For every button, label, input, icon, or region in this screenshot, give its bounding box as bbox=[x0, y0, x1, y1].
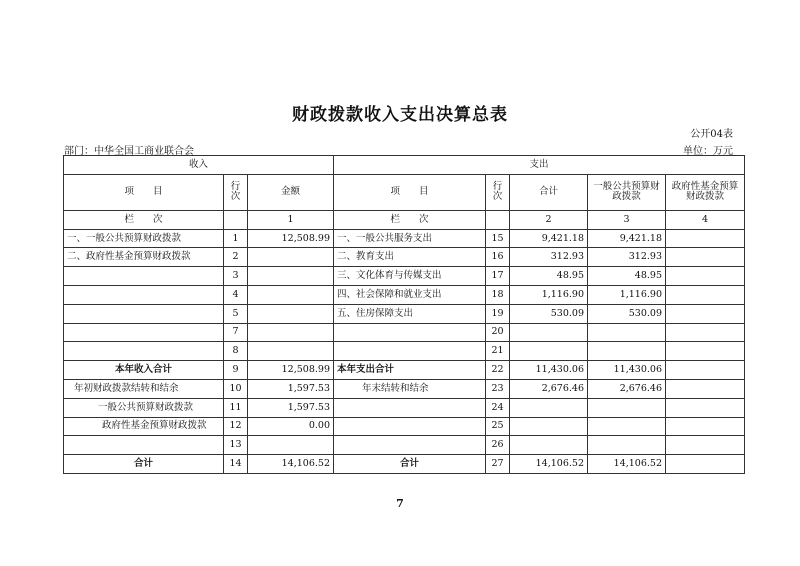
expense-item bbox=[334, 323, 486, 342]
budget-table bbox=[63, 155, 745, 474]
income-row-number: 13 bbox=[224, 436, 248, 455]
expense-row-number: 19 bbox=[486, 304, 510, 323]
expense-total: 1,116.90 bbox=[510, 285, 588, 304]
gov-fund-amount bbox=[666, 417, 745, 436]
col-number-1: 1 bbox=[248, 210, 334, 229]
expense-row-number: 22 bbox=[486, 361, 510, 380]
expense-total bbox=[510, 398, 588, 417]
expense-total bbox=[510, 436, 588, 455]
income-amount bbox=[248, 248, 334, 267]
gov-fund-amount bbox=[666, 361, 745, 380]
expense-item bbox=[334, 436, 486, 455]
general-budget-amount: 1,116.90 bbox=[588, 285, 666, 304]
table-row bbox=[64, 436, 745, 455]
income-amount bbox=[248, 436, 334, 455]
income-amount bbox=[248, 342, 334, 361]
column-number-row bbox=[64, 210, 745, 229]
expense-item: 五、住房保障支出 bbox=[334, 304, 486, 323]
income-amount: 1,597.53 bbox=[248, 379, 334, 398]
income-item: 合计 bbox=[64, 455, 224, 474]
gov-fund-amount bbox=[666, 379, 745, 398]
income-item: 一、一般公共预算财政拨款 bbox=[64, 229, 224, 248]
expense-item: 三、文化体育与传媒支出 bbox=[334, 267, 486, 286]
general-budget-amount: 11,430.06 bbox=[588, 361, 666, 380]
expense-item bbox=[334, 398, 486, 417]
income-item bbox=[64, 267, 224, 286]
income-row-number: 7 bbox=[224, 323, 248, 342]
table-row bbox=[64, 398, 745, 417]
income-row-number: 10 bbox=[224, 379, 248, 398]
section-header-row bbox=[64, 156, 745, 175]
expense-row-number: 18 bbox=[486, 285, 510, 304]
general-budget-header: 一般公共预算财政拨款 bbox=[588, 174, 666, 210]
income-item bbox=[64, 304, 224, 323]
expense-item: 二、教育支出 bbox=[334, 248, 486, 267]
blank-cell bbox=[486, 210, 510, 229]
income-item: 政府性基金预算财政拨款 bbox=[64, 417, 224, 436]
gov-fund-amount bbox=[666, 248, 745, 267]
expense-row-number: 20 bbox=[486, 323, 510, 342]
expense-total: 530.09 bbox=[510, 304, 588, 323]
unit-label: 单位：万元 bbox=[683, 146, 733, 157]
gov-fund-amount bbox=[666, 398, 745, 417]
expense-row-number: 24 bbox=[486, 398, 510, 417]
table-code: 公开04表 bbox=[690, 129, 733, 140]
expense-column-label: 栏 次 bbox=[334, 210, 486, 229]
gov-fund-amount bbox=[666, 229, 745, 248]
general-budget-amount: 14,106.52 bbox=[588, 455, 666, 474]
income-amount bbox=[248, 304, 334, 323]
income-row-number: 11 bbox=[224, 398, 248, 417]
expense-item bbox=[334, 342, 486, 361]
income-row-no-header: 行次 bbox=[224, 174, 248, 210]
expense-total: 9,421.18 bbox=[510, 229, 588, 248]
expense-row-number: 21 bbox=[486, 342, 510, 361]
income-amount: 12,508.99 bbox=[248, 229, 334, 248]
expense-section-header: 支出 bbox=[334, 156, 745, 175]
income-amount-header: 金额 bbox=[248, 174, 334, 210]
expense-row-number: 15 bbox=[486, 229, 510, 248]
income-item: 二、政府性基金预算财政拨款 bbox=[64, 248, 224, 267]
expense-total: 2,676.46 bbox=[510, 379, 588, 398]
table-row bbox=[64, 417, 745, 436]
expense-row-number: 23 bbox=[486, 379, 510, 398]
gov-fund-amount bbox=[666, 285, 745, 304]
income-amount bbox=[248, 267, 334, 286]
expense-row-number: 27 bbox=[486, 455, 510, 474]
income-item bbox=[64, 436, 224, 455]
expense-item: 合计 bbox=[334, 455, 486, 474]
table-body bbox=[64, 229, 745, 473]
general-budget-amount: 312.93 bbox=[588, 248, 666, 267]
general-budget-amount bbox=[588, 436, 666, 455]
expense-total: 48.95 bbox=[510, 267, 588, 286]
expense-total: 14,106.52 bbox=[510, 455, 588, 474]
general-budget-amount bbox=[588, 398, 666, 417]
income-amount bbox=[248, 285, 334, 304]
income-row-number: 9 bbox=[224, 361, 248, 380]
table-row bbox=[64, 267, 745, 286]
income-item: 一般公共预算财政拨款 bbox=[64, 398, 224, 417]
income-row-number: 4 bbox=[224, 285, 248, 304]
expense-item: 一、一般公共服务支出 bbox=[334, 229, 486, 248]
general-budget-amount: 48.95 bbox=[588, 267, 666, 286]
income-item-header: 项 目 bbox=[64, 174, 224, 210]
expense-item bbox=[334, 417, 486, 436]
expense-total bbox=[510, 342, 588, 361]
expense-total bbox=[510, 417, 588, 436]
income-row-number: 2 bbox=[224, 248, 248, 267]
expense-total-header: 合计 bbox=[510, 174, 588, 210]
gov-fund-header: 政府性基金预算财政拨款 bbox=[666, 174, 745, 210]
department-label: 部门：中华全国工商业联合会 bbox=[64, 146, 194, 157]
table-row bbox=[64, 323, 745, 342]
general-budget-amount: 2,676.46 bbox=[588, 379, 666, 398]
gov-fund-amount bbox=[666, 267, 745, 286]
column-header-row bbox=[64, 174, 745, 210]
general-budget-amount bbox=[588, 323, 666, 342]
expense-item: 四、社会保障和就业支出 bbox=[334, 285, 486, 304]
income-item: 本年收入合计 bbox=[64, 361, 224, 380]
income-row-number: 5 bbox=[224, 304, 248, 323]
blank-cell bbox=[224, 210, 248, 229]
income-amount: 14,106.52 bbox=[248, 455, 334, 474]
expense-total bbox=[510, 323, 588, 342]
col-number-2: 2 bbox=[510, 210, 588, 229]
table-row bbox=[64, 229, 745, 248]
general-budget-amount bbox=[588, 417, 666, 436]
expense-item: 本年支出合计 bbox=[334, 361, 486, 380]
gov-fund-amount bbox=[666, 342, 745, 361]
income-item bbox=[64, 323, 224, 342]
col-number-3: 3 bbox=[588, 210, 666, 229]
income-amount: 12,508.99 bbox=[248, 361, 334, 380]
expense-row-number: 17 bbox=[486, 267, 510, 286]
page-title: 财政拨款收入支出决算总表 bbox=[292, 105, 508, 125]
expense-item: 年末结转和结余 bbox=[334, 379, 486, 398]
income-item bbox=[64, 342, 224, 361]
gov-fund-amount bbox=[666, 455, 745, 474]
gov-fund-amount bbox=[666, 436, 745, 455]
income-row-number: 12 bbox=[224, 417, 248, 436]
income-row-number: 3 bbox=[224, 267, 248, 286]
table-row bbox=[64, 455, 745, 474]
expense-row-number: 25 bbox=[486, 417, 510, 436]
expense-total: 312.93 bbox=[510, 248, 588, 267]
expense-row-number: 26 bbox=[486, 436, 510, 455]
income-row-number: 14 bbox=[224, 455, 248, 474]
income-amount: 1,597.53 bbox=[248, 398, 334, 417]
table-row bbox=[64, 361, 745, 380]
income-amount bbox=[248, 323, 334, 342]
income-item bbox=[64, 285, 224, 304]
col-number-4: 4 bbox=[666, 210, 745, 229]
table-row bbox=[64, 285, 745, 304]
income-section-header: 收入 bbox=[64, 156, 334, 175]
income-row-number: 8 bbox=[224, 342, 248, 361]
expense-row-number: 16 bbox=[486, 248, 510, 267]
table-row bbox=[64, 379, 745, 398]
gov-fund-amount bbox=[666, 323, 745, 342]
table-row bbox=[64, 304, 745, 323]
income-amount: 0.00 bbox=[248, 417, 334, 436]
page-number: 7 bbox=[396, 497, 404, 510]
table-row bbox=[64, 248, 745, 267]
expense-total: 11,430.06 bbox=[510, 361, 588, 380]
income-item: 年初财政拨款结转和结余 bbox=[64, 379, 224, 398]
general-budget-amount: 530.09 bbox=[588, 304, 666, 323]
table-row bbox=[64, 342, 745, 361]
income-column-label: 栏 次 bbox=[64, 210, 224, 229]
general-budget-amount bbox=[588, 342, 666, 361]
expense-item-header: 项 目 bbox=[334, 174, 486, 210]
general-budget-amount: 9,421.18 bbox=[588, 229, 666, 248]
expense-row-no-header: 行次 bbox=[486, 174, 510, 210]
gov-fund-amount bbox=[666, 304, 745, 323]
income-row-number: 1 bbox=[224, 229, 248, 248]
